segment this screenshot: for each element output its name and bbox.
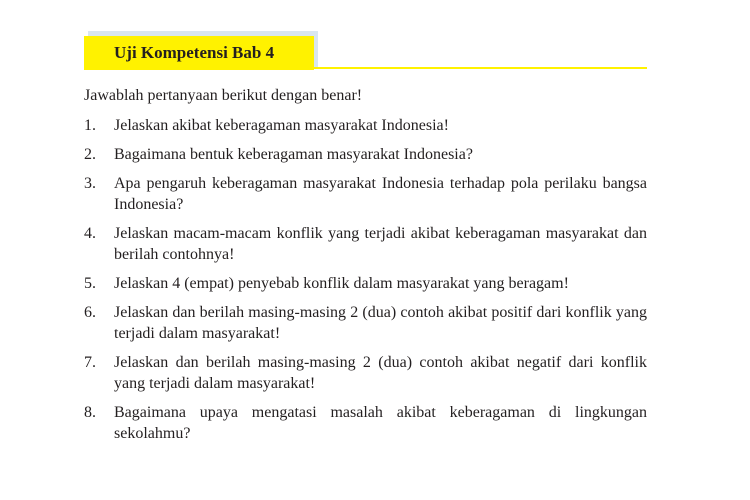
question-text: Apa pengaruh keberagaman masyarakat Indonesia terhadap pola perilaku bangsa Indonesia? [114,175,647,213]
question-text: Jelaskan 4 (empat) penyebab konflik dalam masyarakat yang beragam! [114,275,569,292]
question-text: Jelaskan akibat keberagaman masyarakat Indonesia! [114,117,449,134]
question-text: Jelaskan dan berilah masing-masing 2 (dua) contoh akibat negatif dari konflik yang terjadi dalam masyarakat! [114,354,647,392]
question-number: 2. [84,146,96,163]
question-number: 4. [84,225,96,242]
question-number: 1. [84,117,96,134]
instructions-text: Jawablah pertanyaan berikut dengan benar! [84,87,363,104]
question-item [84,302,647,344]
question-text: Jelaskan macam-macam konflik yang terjadi akibat keberagaman masyarakat dan berilah contohnya! [114,225,647,263]
question-text: Jelaskan dan berilah masing-masing 2 (dua) contoh akibat positif dari konflik yang terjadi dalam masyarakat! [114,304,647,342]
question-item [84,115,647,136]
header-divider [84,67,647,69]
question-number: 7. [84,354,96,371]
question-item [84,352,647,394]
question-number: 5. [84,275,96,292]
question-text: Bagaimana upaya mengatasi masalah akibat keberagaman di lingkungan sekolahmu? [114,404,647,442]
question-number: 6. [84,304,96,321]
question-list [84,115,647,452]
section-title: Uji Kompetensi Bab 4 [114,43,275,62]
question-number: 3. [84,175,96,192]
question-item [84,173,647,215]
question-item [84,144,647,165]
question-number: 8. [84,404,96,421]
question-item [84,273,647,294]
question-item [84,223,647,265]
question-text: Bagaimana bentuk keberagaman masyarakat Indonesia? [114,146,473,163]
question-item [84,402,647,444]
